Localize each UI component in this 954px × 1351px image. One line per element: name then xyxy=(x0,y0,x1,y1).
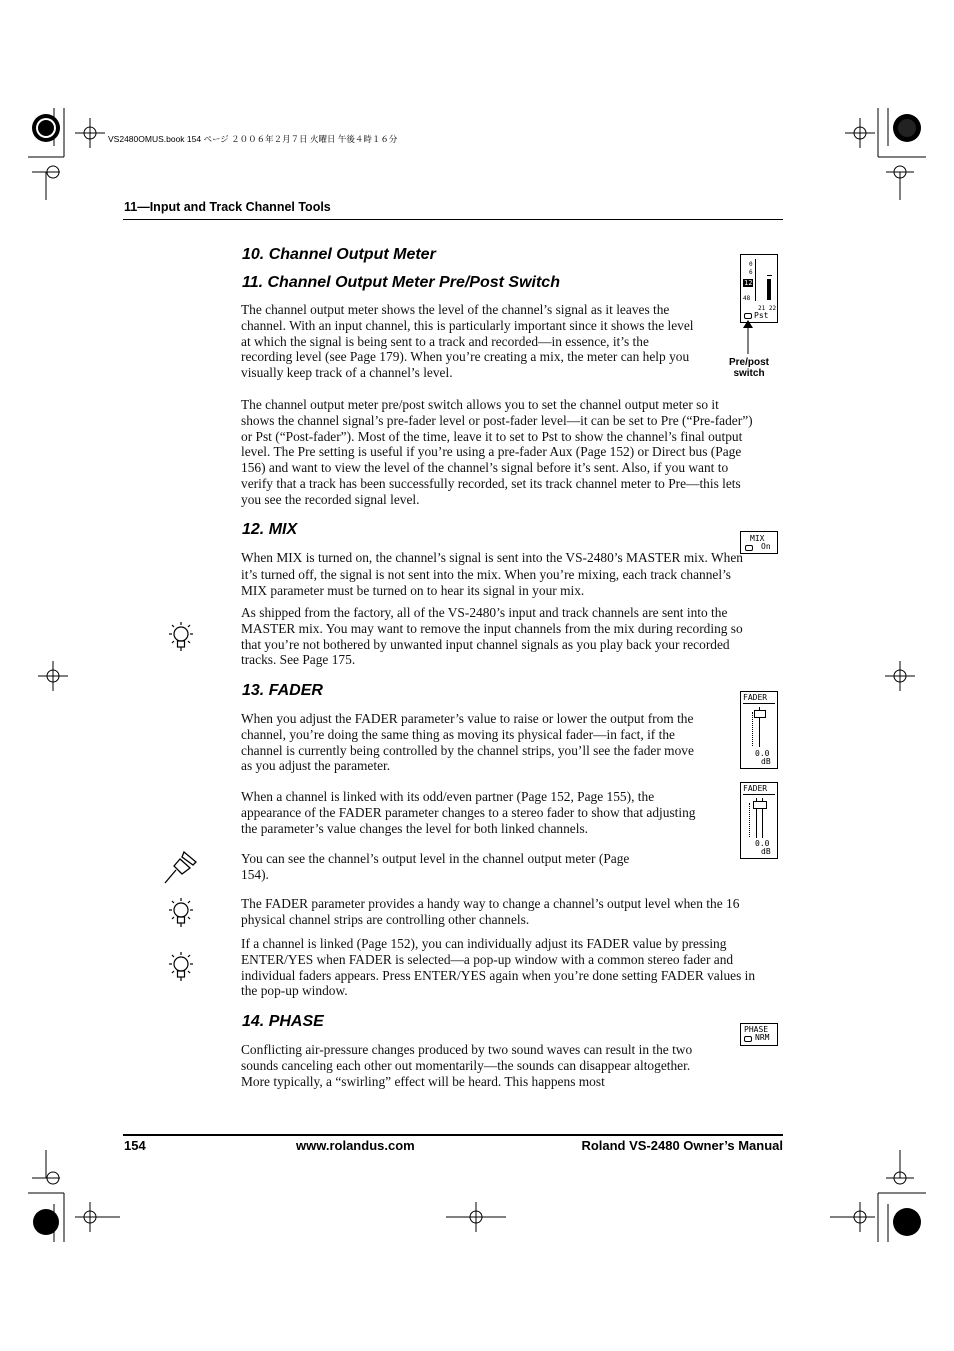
lightbulb-tip-icon xyxy=(164,950,196,986)
fader-paragraph-2: When a channel is linked with its odd/even partner (Page 152, Page 155), the appearance of the FADER parameter changes to a stereo fader to show that adjusting the parameter’s value changes the level for both linked channels. xyxy=(241,789,696,836)
lightbulb-tip-icon xyxy=(164,896,196,932)
fader-lcd-figure-mono: FADER 0.0 dB xyxy=(740,691,778,769)
header-rule xyxy=(123,219,783,220)
mix-lcd-figure: MIX On xyxy=(740,531,778,554)
stereo-fader-knob xyxy=(753,801,767,809)
pushpin-note-icon xyxy=(162,848,202,886)
footer-url: www.rolandus.com xyxy=(296,1138,415,1153)
page-number: 154 xyxy=(124,1138,146,1153)
phase-lcd-figure: PHASE NRM xyxy=(740,1023,778,1046)
channel-meter-figure: 0 6 12 48 21 22 Pst xyxy=(740,254,778,323)
meter-level-bar xyxy=(767,279,771,300)
heading-pre-post-switch: 11. Channel Output Meter Pre/Post Switch xyxy=(242,274,560,291)
crop-mark-bottom-center xyxy=(446,1202,506,1232)
footer-manual-title: Roland VS-2480 Owner’s Manual xyxy=(581,1138,783,1153)
fader-note: You can see the channel’s output level in the channel output meter (Page 154). xyxy=(241,851,630,882)
meter-paragraph-1: The channel output meter shows the level of the channel’s signal as it leaves the channel. With an input channel, this is particularly important since it shows the level at which the signal is being sent to a track and recorded—in essence, it’s the recording level (see Page 179). When you’re creating a mix, the meter can help you visually keep track of a channel’s level. xyxy=(241,302,694,381)
mix-paragraph: When MIX is turned on, the channel’s signal is sent into the VS-2480’s MASTER mix. When it’s turned off, the signal is not sent into the mix. When you’re mixing, each track channel’s MIX parameter must be turned on to hear its signal in your mix. xyxy=(241,550,743,598)
print-header: VS2480OMUS.book 154 ページ ２００６年２月７日 火曜日 午後４時１６分 xyxy=(108,134,398,144)
fader-lcd-figure-stereo: FADER 0.0 dB xyxy=(740,782,778,859)
meter-paragraph-2: The channel output meter pre/post switch allows you to set the channel output meter so it shows the channel signal’s pre-fader level or post-fader level—it can be set to Pre (“Pre-fader”) or Pst (“Post-fader”). Most of the time, leave it to set to Pst to show the channel’s final output level. The Pre setting is useful if you’re using a pre-fader Aux (Page 152) or Direct bus (Page 156) and want to view the level of the channel’s signal before it’s sent. Also, if you want to verify that a track has been successfully recorded, set its track channel meter to Pre—this lets you see the recorded signal level. xyxy=(241,397,753,507)
figure-caption: Pre/post switch xyxy=(728,357,769,379)
heading-fader: 13. FADER xyxy=(242,682,323,699)
fader-tip-1: The FADER parameter provides a handy way to change a channel’s output level when the 16 physical channel strips are controlling other channels. xyxy=(241,896,740,927)
footer-rule xyxy=(123,1134,783,1136)
heading-mix: 12. MIX xyxy=(242,521,298,538)
fader-tip-2: If a channel is linked (Page 152), you can individually adjust its FADER value by pressing ENTER/YES when FADER is selected—a pop-up window with a common stereo fader and individual faders appears. Press ENTER/YES again when you’re done setting FADER values in the pop-up window. xyxy=(241,936,756,999)
fader-paragraph-1: When you adjust the FADER parameter’s value to raise or lower the output from the channel, you’re doing the same thing as moving its physical fader—in fact, if the channel is currently being controlled by the channel strips, you’ll see the fader move as you adjust the parameter. xyxy=(241,711,694,774)
lightbulb-tip-icon xyxy=(164,620,196,656)
phase-paragraph: Conflicting air-pressure changes produced by two sound waves can result in the two sounds canceling each other out momentarily—the sounds can disappear altogether. More typically, a “swirling” effect will be heard. This happens most xyxy=(241,1042,693,1089)
mix-tip: As shipped from the factory, all of the VS-2480’s input and track channels are sent into the MASTER mix. You may want to remove the input channels from the mix during recording so that you’re not bothered by unwanted input channel signals as you play back your recorded tracks. See Page 175. xyxy=(241,605,743,668)
heading-channel-output-meter: 10. Channel Output Meter xyxy=(242,246,436,263)
heading-phase: 14. PHASE xyxy=(242,1013,324,1030)
arrow-icon xyxy=(740,320,756,356)
pre-post-switch-icon xyxy=(744,313,752,319)
phase-switch-icon xyxy=(744,1036,752,1042)
meter-scale-highlight: 12 xyxy=(744,279,753,287)
running-header: 11—Input and Track Channel Tools xyxy=(124,200,331,214)
